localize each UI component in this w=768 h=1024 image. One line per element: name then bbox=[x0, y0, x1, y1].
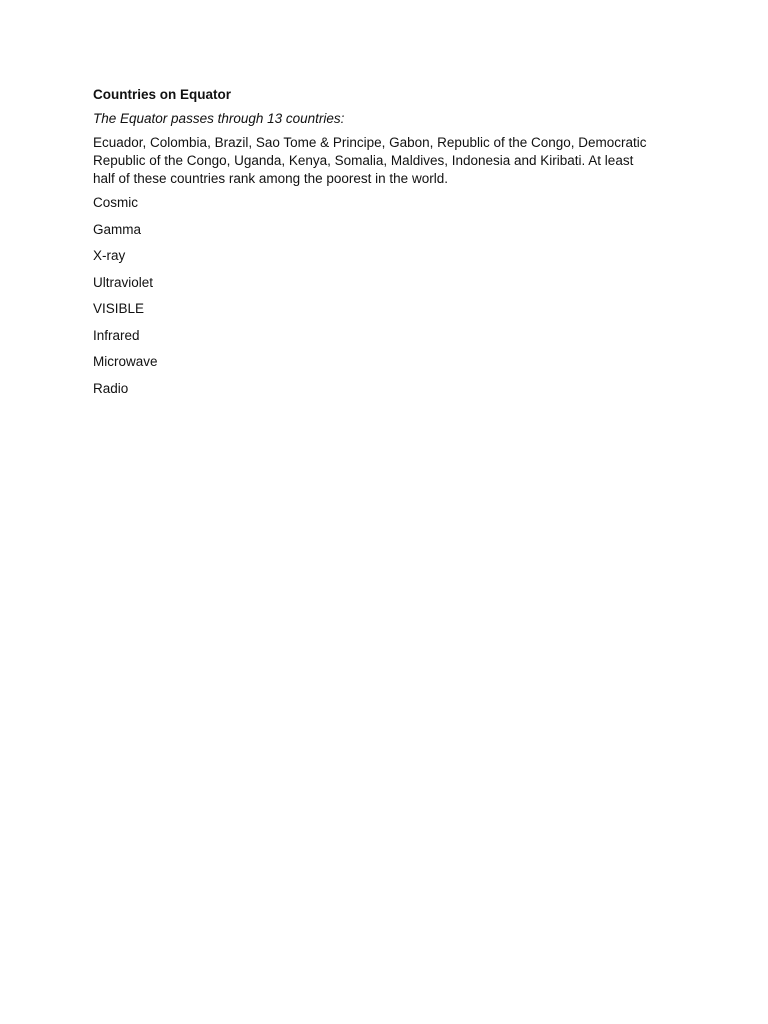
list-item: X-ray bbox=[93, 248, 126, 263]
intro-line: The Equator passes through 13 countries: bbox=[93, 111, 345, 126]
document-page bbox=[93, 86, 653, 406]
list-item: Infrared bbox=[93, 327, 140, 343]
list-item: Gamma bbox=[93, 221, 142, 237]
countries-paragraph: Ecuador, Colombia, Brazil, Sao Tome & Principe, Gabon, Republic of the Congo, Democratic Republic of the Congo, Uganda, Kenya, Somalia, Maldives, Indonesia and Kiribati. At least half of these countries rank among the poorest in the world. bbox=[93, 135, 647, 186]
list-item: Cosmic bbox=[93, 195, 139, 210]
list-item: VISIBLE bbox=[93, 301, 145, 316]
spectrum-list bbox=[93, 194, 653, 398]
document-heading: Countries on Equator bbox=[93, 87, 231, 102]
list-item: Radio bbox=[93, 380, 129, 396]
list-item: Microwave bbox=[93, 354, 158, 369]
list-item: Ultraviolet bbox=[93, 274, 154, 290]
